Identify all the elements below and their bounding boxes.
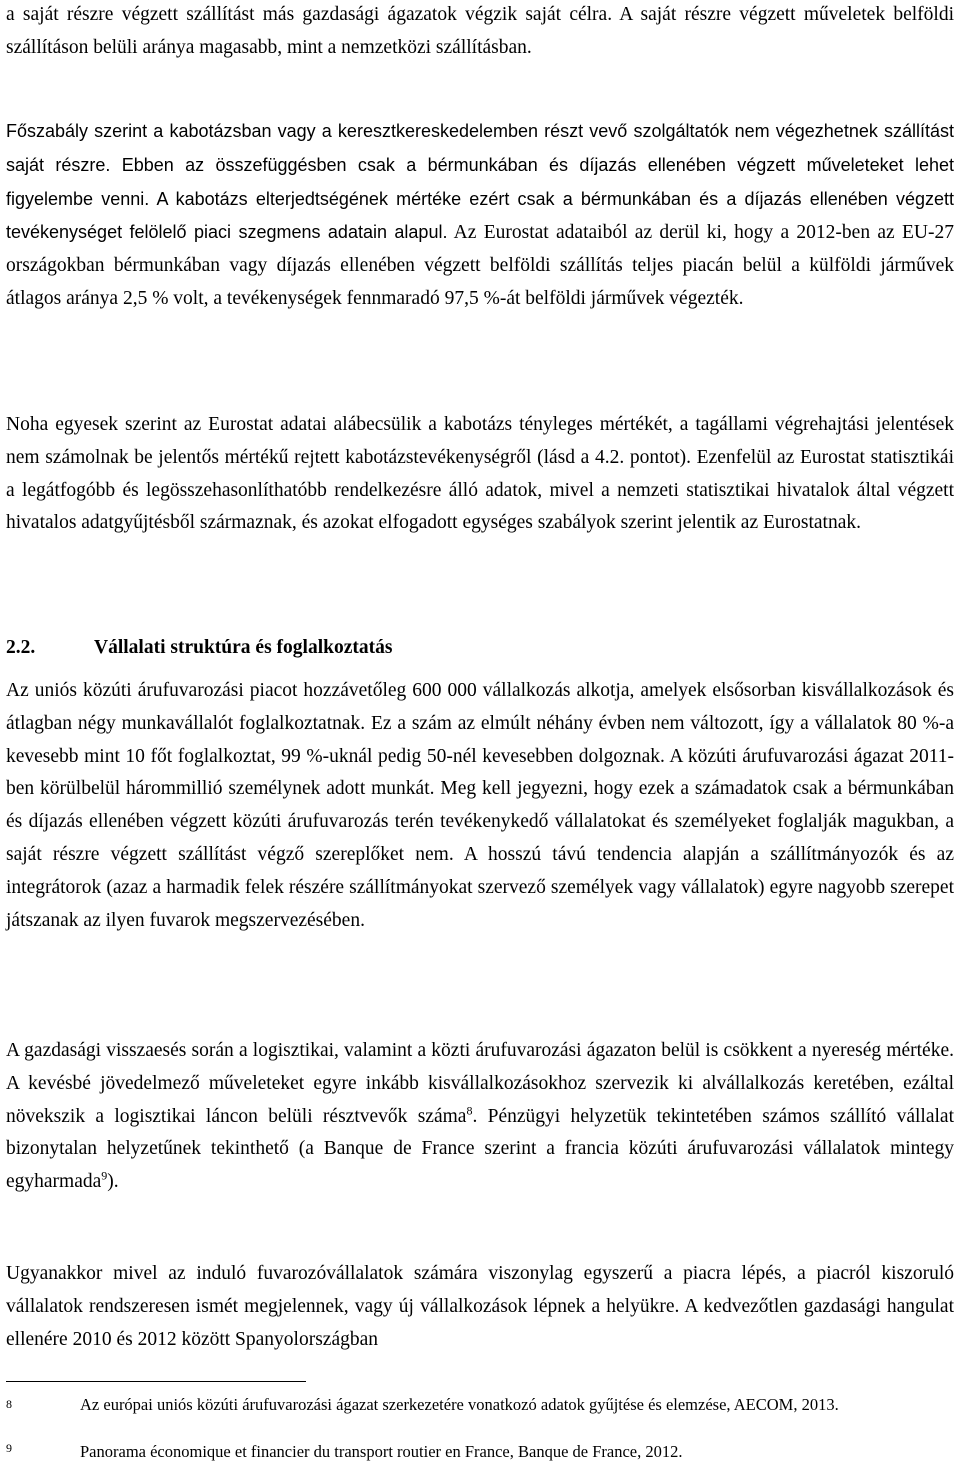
paragraph-eurostat-share: Az Eurostat adataiból az derül ki, hogy a 2012-ben az EU-27 országokban bérmunkában vagy díjazás ellenében végzett belföldi szállítás teljes piacán belül a külföldi járművek átlagos aránya 2,5 % volt, a tevékenységek fennmaradó 97,5 %-át belföldi járművek végezték. [6,222,954,309]
footnote-9 [6,1441,954,1462]
footnote-8 [6,1394,954,1415]
footnote-ref-8[interactable]: 8 [466,1103,473,1118]
section-heading [6,632,954,665]
downturn-text-1: A gazdasági visszaesés során a logisztikai, valamint a közti árufuvarozási ágazaton belül is csökkent a nyereség mértéke. A kevésbé jövedelmező műveleteket egyre inkább kisvállalkozásokhoz szervezik ki alvállalkozás keretében, ezáltal növekszik a logisztikai láncon belüli résztvevők száma [6,1040,954,1127]
footnote-ref-9[interactable]: 9 [101,1168,108,1183]
paragraph-cabotage-scope-sans: Főszabály szerint a kabotázsban vagy a keresztkereskedelemben részt vevő szolgáltatók nem végezhetnek szállítást saját részre. Ebben az összefüggésben csak a bérmunkában és díjazás ellenében végzett műveleteket lehet figyelembe venni. A kabotázs elterjedtségének mértéke ezért csak a bérmunkában és a díjazás ellenében végzett tevékenységet felölelő piaci szegmens adatain alapul. [6,121,954,243]
footnote-separator [6,1381,306,1382]
footnote-mark: 8 [6,1397,12,1411]
footnote-text: Az európai uniós közúti árufuvarozási ágazat szerkezetére vonatkozó adatok gyűjtése és elemzése, AECOM, 2013. [80,1395,839,1414]
paragraph-market-structure: Az uniós közúti árufuvarozási piacot hozzávetőleg 600 000 vállalkozás alkotja, amelyek elsősorban kisvállalkozások és átlagban négy munkavállalót foglalkoztatnak. Ez a szám az elmúlt néhány évben nem változott, így a vállalatok 80 %-a kevesebb mint 10 főt foglalkoztat, 99 %-uknál pedig 50-nél kevesebben dolgoznak. A közúti árufuvarozási ágazat 2011-ben körülbelül hárommillió személynek adott munkát. Meg kell jegyezni, hogy ezek a számadatok csak a bérmunkában és díjazás ellenében végzett közúti árufuvarozás terén tevékenykedő vállalatokat és személyeket foglalják magukban, a saját részre végzett szállítást végző szereplőket nem. A hosszú távú tendencia alapján a szállítmányozók és az integrátorok (azaz a harmadik felek részére szállítmányokat szervező személyek vagy vállalatok) egyre nagyobb szerepet játszanak az ilyen fuvarok megszervezésében. [6,680,954,931]
section-number: 2.2. [6,637,36,658]
paragraph-economic-downturn [6,1035,954,1199]
footnote-text: Panorama économique et financier du transport routier en France, Banque de France, 2012. [80,1442,683,1461]
paragraph-eurostat-reliability: Noha egyesek szerint az Eurostat adatai alábecsülik a kabotázs tényleges mértékét, a tagállami végrehajtási jelentések nem számolnak be jelentős mértékű rejtett kabotázstevékenységről (lásd a 4.2. pontot). Ezenfelül az Eurostat statisztikái a legátfogóbb és legösszehasonlíthatóbb rendelkezésre álló adatok, mivel a nemzeti statisztikai hivatalok által végzett hivatalos adatgyűjtésből származnak, és azokat elfogadott egységes szabályok szerint jelentik az Eurostatnak. [6,414,954,534]
paragraph-intro-continued: a saját részre végzett szállítást más gazdasági ágazatok végzik saját célra. A saját részre végzett műveletek belföldi szállításon belüli aránya magasabb, mint a nemzetközi szállításban. [6,4,954,58]
paragraph-market-entry: Ugyanakkor mivel az induló fuvarozóvállalatok számára viszonylag egyszerű a piacra lépés, a piacról kiszoruló vállalatok rendszeresen ismét megjelennek, vagy új vállalkozások lépnek a helyükre. A kedvezőtlen gazdasági hangulat ellenére 2010 és 2012 között Spanyolországban [6,1263,954,1350]
downturn-text-3: ). [107,1171,119,1193]
downturn-text-2: . Pénzügyi helyzetük tekintetében számos szállító vállalat bizonytalan helyzetűnek tekinthető (a Banque de France szerint a francia közúti árufuvarozási vállalatok mintegy egyharmada [6,1105,954,1193]
paragraph-cabotage-scope [6,115,954,316]
section-title: Vállalati struktúra és foglalkoztatás [94,637,393,658]
footnote-mark: 9 [6,1441,12,1455]
